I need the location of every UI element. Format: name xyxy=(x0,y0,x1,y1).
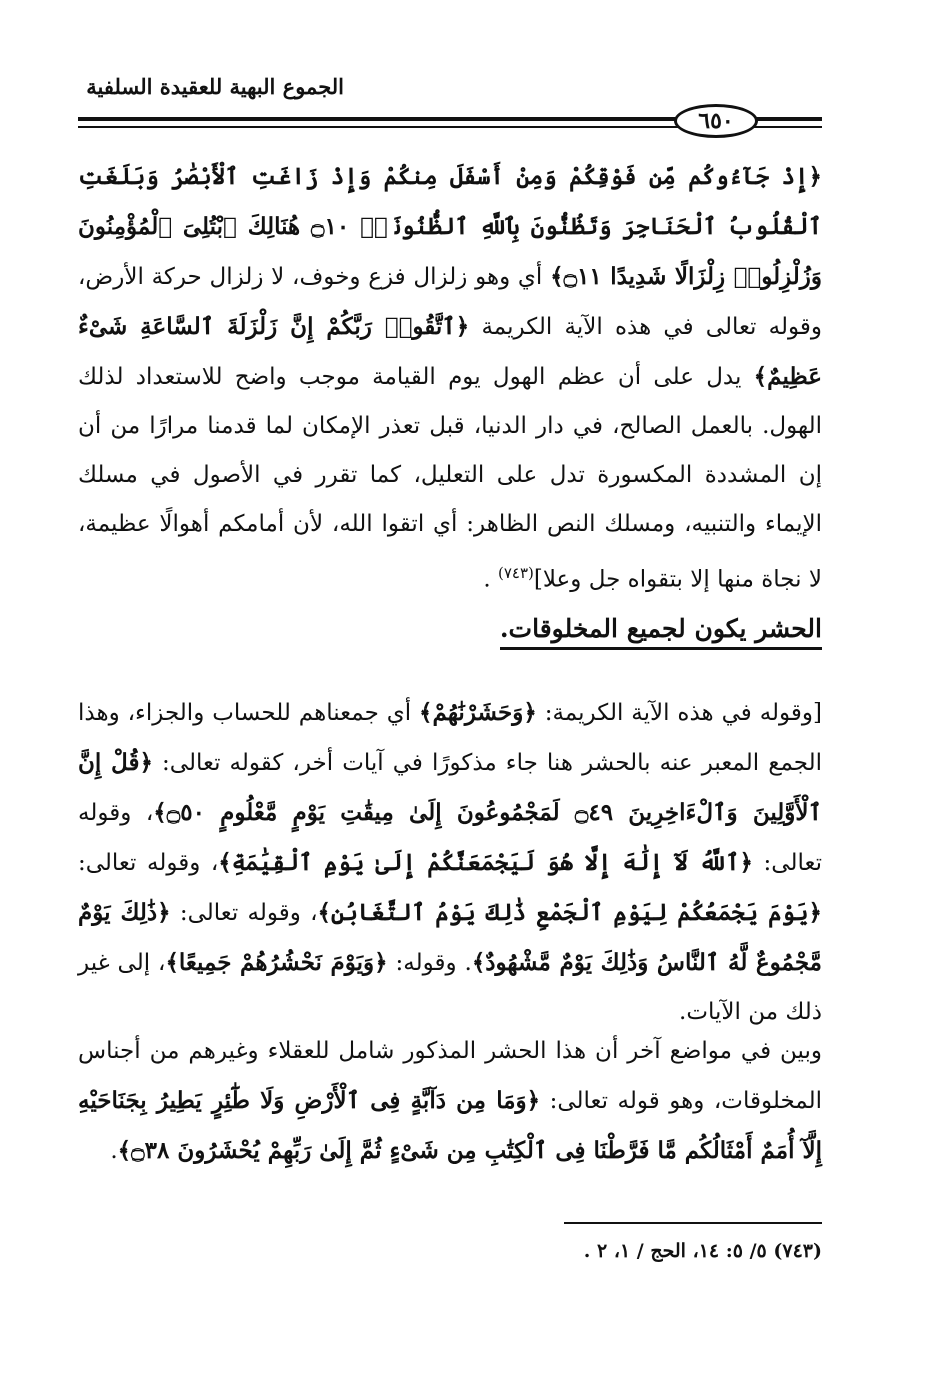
page-number: ٦٥٠ xyxy=(674,104,758,138)
running-title: الجموع البهية للعقيدة السلفية xyxy=(86,74,344,99)
page-header xyxy=(78,60,822,140)
footnote-separator xyxy=(564,1222,822,1224)
quran-verse: ﴿ٱتَّقُوا۟ رَبَّكُمْ إِنَّ زَلْزَلَةَ ٱلسَّاعَةِ شَىْءٌ عَظِيمٌ﴾ xyxy=(78,313,822,390)
paragraph-3 xyxy=(78,1027,822,1176)
footnote: (٧٤٣) ٥/ ٥: ١٤، الحج / ١، ٢ . xyxy=(583,1240,822,1262)
body-text: . xyxy=(483,566,498,593)
body-text: يدل على أن عظم الهول يوم القيامة موجب واضح للاستعداد لذلك الهول. بالعمل الصالح، في دار الدنيا، قبل تعذر الإمكان لما قدمنا مرارًا من أن إن المشددة المكسورة تدل على التعليل، كما تقرر في الأصول في مسلك الإيماء والتنبيه، ومسلك النص الظاهر: أي اتقوا الله، لأن أمامكم أهوالًا عظيمة، لا نجاة منها إلا بتقواه جل وعلا] xyxy=(78,364,822,593)
body-text: . xyxy=(110,1138,118,1164)
book-page xyxy=(78,60,822,1350)
footnote-reference: (٧٤٣) xyxy=(497,564,534,582)
paragraph-2 xyxy=(78,688,822,1037)
body-text: أي جمعناهم للحساب والجزاء، وهذا الجمع المعبر عنه بالحشر هنا جاء مذكورًا في آيات أخر، كقوله تعالى: xyxy=(78,700,822,776)
quran-verse: ﴿وَمَا مِن دَآبَّةٍ فِى ٱلْأَرْضِ وَلَا طَٰٓئِرٍ يَطِيرُ بِجَنَاحَيْهِ إِلَّآ أُمَمٌ أَمْثَالُكُم مَّا فَرَّطْنَا فِى ٱلْكِتَٰبِ مِن شَىْءٍ ثُمَّ إِلَىٰ رَبِّهِمْ يُحْشَرُونَ ۝٣٨﴾ xyxy=(78,1087,822,1164)
quran-verse: ﴿إِذْ جَآءُوكُم مِّن فَوْقِكُمْ وَمِنْ أَسْفَلَ مِنكُمْ وَإِذْ زَاغَتِ ٱلْأَبْصَٰرُ وَبَلَغَتِ ٱلْقُلُوبُ ٱلْحَنَاجِرَ وَتَظُنُّونَ بِٱللَّهِ ٱلظُّنُونَا۠ ۝١٠ هُنَالِكَ ٱبْتُلِىَ ٱلْمُؤْمِنُونَ وَزُلْزِلُوا۟ زِلْزَالًا شَدِيدًا ۝١١﴾ xyxy=(78,163,823,290)
body-text: ، وقوله تعالى: xyxy=(78,800,822,876)
quran-verse: ﴿وَحَشَرْنَٰهُمْ﴾ xyxy=(419,699,537,726)
body-text: . وقوله: xyxy=(387,950,472,976)
body-text: وبين في مواضع آخر أن هذا الحشر المذكور شامل للعقلاء وغيرهم من أجناس المخلوقات، وهو قوله تعالى: xyxy=(78,1038,822,1114)
body-text: ، وقوله تعالى: xyxy=(170,900,318,926)
body-text: أي وهو زلزال فزع وخوف، لا زلزال حركة الأرض، وقوله تعالى في هذه الآية الكريمة xyxy=(78,264,822,340)
quran-verse: ﴿ذَٰلِكَ يَوْمٌ مَّجْمُوعٌ لَّهُ ٱلنَّاسُ وَذَٰلِكَ يَوْمٌ مَّشْهُودٌ﴾ xyxy=(78,899,822,976)
body-text: ، وقوله تعالى: xyxy=(78,850,219,876)
quran-verse: ﴿وَيَوْمَ نَحْشُرُهُمْ جَمِيعًا﴾ xyxy=(165,949,388,976)
quran-verse: ﴿يَوْمَ يَجْمَعُكُمْ لِيَوْمِ ٱلْجَمْعِ ذَٰلِكَ يَوْمُ ٱلتَّغَابُنِ﴾ xyxy=(317,899,822,926)
paragraph-1 xyxy=(78,152,822,605)
body-text: [وقوله في هذه الآية الكريمة: xyxy=(536,700,822,726)
quran-verse: ﴿ٱللَّهُ لَآ إِلَٰهَ إِلَّا هُوَ لَيَجْمَعَنَّكُمْ إِلَىٰ يَوْمِ ٱلْقِيَٰمَةِ﴾ xyxy=(218,849,753,876)
body-text: ، إلى غير ذلك من الآيات. xyxy=(78,950,822,1025)
quran-verse: ﴿قُلْ إِنَّ ٱلْأَوَّلِينَ وَٱلْءَاخِرِينَ ۝٤٩ لَمَجْمُوعُونَ إِلَىٰ مِيقَٰتِ يَوْمٍ مَّعْلُومٍ ۝٥٠﴾ xyxy=(78,749,822,826)
section-heading: الحشر يكون لجميع المخلوقات. xyxy=(500,614,822,650)
